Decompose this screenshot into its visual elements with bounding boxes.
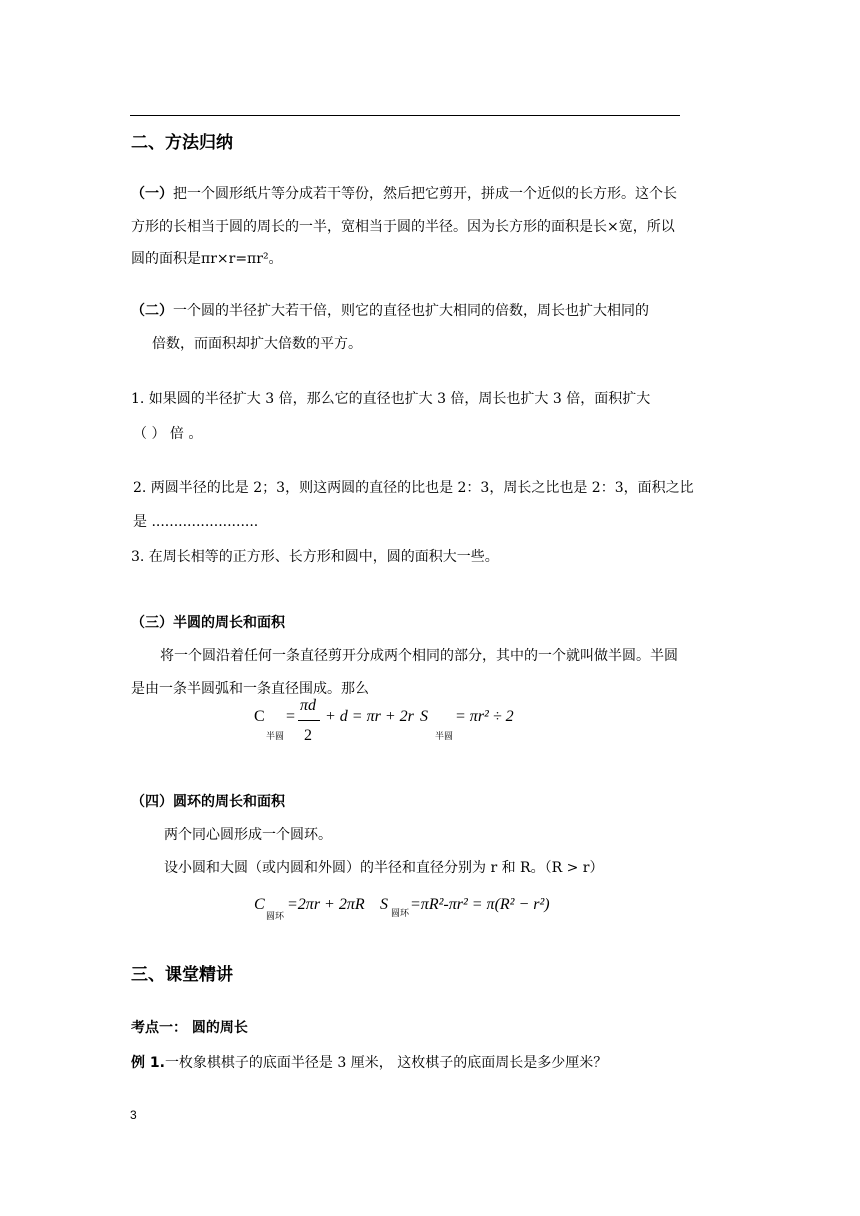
paragraph-text: 把一个圆形纸片等分成若干等份，然后把它剪开，拼成一个近似的长方形。这个长 [173, 186, 677, 202]
question-line: 2. 两圆半径的比是 2；3，则这两圆的直径的比也是 2：3，周长之比也是 2：3，面积之比 [133, 480, 694, 496]
subsection-heading: （四）圆环的周长和面积 [131, 794, 285, 810]
question-line: 是 ........................ [133, 514, 259, 530]
formula-s-rhs: =πR²-πr² = π(R² − r²) [410, 896, 550, 913]
formula-s-rhs: = πr² ÷ 2 [455, 708, 514, 725]
formula-s: S [420, 708, 428, 725]
paragraph-line: 倍数，而面积却扩大倍数的平方。 [152, 336, 362, 352]
formula-c: C [254, 708, 265, 725]
question-line: 3. 在周长相等的正方形、长方形和圆中，圆的面积大一些。 [131, 549, 499, 565]
paragraph-line: 方形的长相当于圆的周长的一半，宽相当于圆的半径。因为长方形的面积是长×宽，所以 [131, 219, 675, 235]
question-line: （ ） 倍 。 [133, 426, 203, 442]
formula-s: S [380, 896, 388, 913]
formula-equals: = [286, 708, 296, 725]
header-rule [130, 115, 680, 116]
page-number: 3 [130, 1108, 137, 1122]
paragraph-line: 是由一条半圆弧和一条直径围成。那么 [131, 681, 369, 697]
paragraph-line [131, 183, 677, 203]
paragraph-label: （一） [131, 186, 173, 202]
formula-c: C [254, 896, 265, 913]
example-line [131, 1052, 607, 1072]
paragraph-line: 将一个圆沿着任何一条直径剪开分成两个相同的部分，其中的一个就叫做半圆。半圆 [160, 648, 678, 664]
example-text: 一枚象棋棋子的底面半径是 3 厘米， 这枚棋子的底面周长是多少厘米？ [164, 1055, 608, 1071]
fraction-bar [298, 720, 320, 721]
section-heading: 三、课堂精讲 [131, 965, 233, 985]
paragraph-line: 两个同心圆形成一个圆环。 [164, 827, 332, 843]
subsection-heading: （三）半圆的周长和面积 [131, 615, 285, 631]
kaodian-heading: 考点一： 圆的周长 [131, 1020, 248, 1036]
paragraph-line: 设小圆和大圆（或内圆和外圆）的半径和直径分别为 r 和 R。（R > r） [164, 860, 604, 876]
formula-subscript: 圆环 [391, 909, 410, 919]
formula-numerator: πd [300, 697, 317, 714]
example-label: 例 1. [131, 1055, 165, 1071]
formula-c-rhs: =2πr + 2πR [287, 896, 365, 913]
formula-subscript: 圆环 [266, 912, 285, 922]
paragraph-text: 一个圆的半径扩大若干倍，则它的直径也扩大相同的倍数，周长也扩大相同的 [173, 303, 649, 319]
question-line: 1. 如果圆的半径扩大 3 倍，那么它的直径也扩大 3 倍，周长也扩大 3 倍，面积扩大 [131, 391, 651, 407]
paragraph-line [131, 300, 649, 320]
formula-subscript: 半圆 [266, 732, 285, 742]
formula-rest: + d = πr + 2r [325, 708, 414, 725]
formula-subscript: 半圆 [435, 732, 454, 742]
section-heading: 二、方法归纳 [131, 133, 233, 153]
paragraph-label: （二） [131, 303, 173, 319]
formula-denominator: 2 [304, 727, 312, 744]
paragraph-line: 圆的面积是πr×r=πr²。 [131, 251, 283, 267]
